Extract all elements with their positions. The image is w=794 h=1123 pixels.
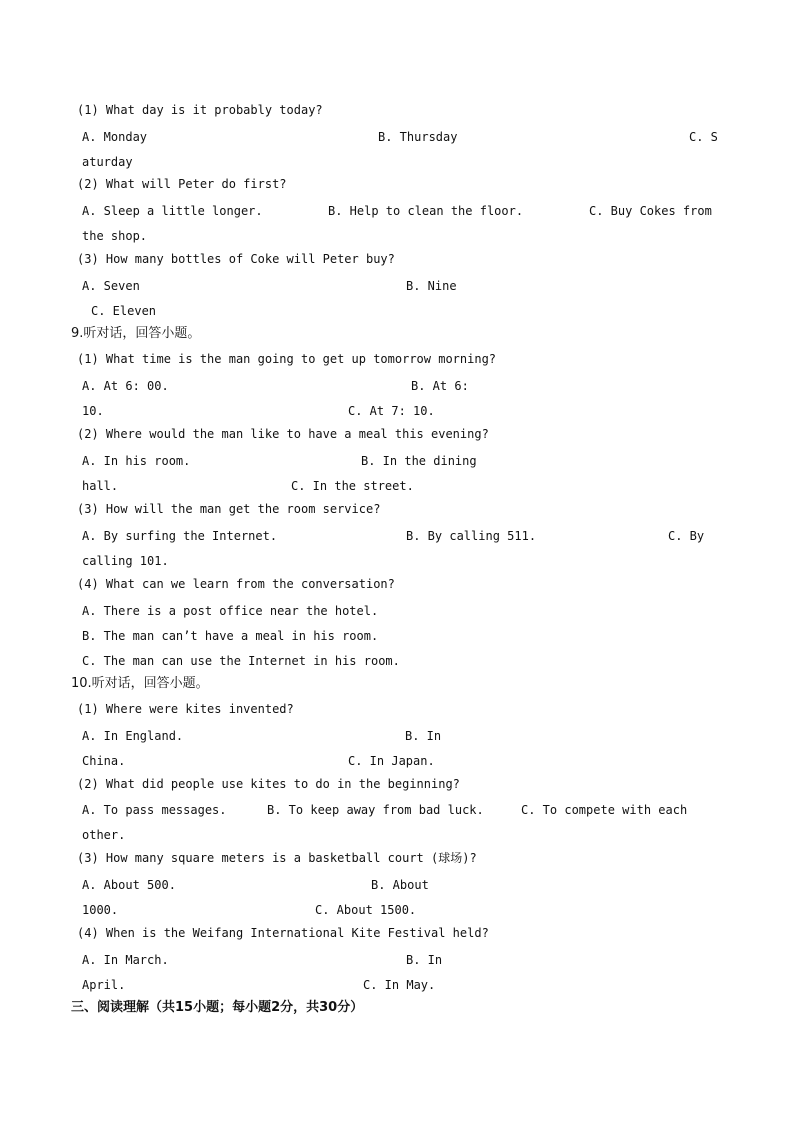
q8-sub3-option-c: C. Eleven [91, 304, 157, 318]
q9-sub1-option-b: B. At 6: [411, 379, 469, 393]
q9-sub1-option-b-wrap: 10. [82, 404, 104, 418]
q9-sub1-option-a: A. At 6: 00. [82, 379, 169, 393]
q9-sub3-option-c: C. By [668, 529, 705, 543]
q9-sub3-option-c-wrap: calling 101. [82, 554, 169, 568]
q9-sub2-option-b-wrap: hall. [82, 479, 119, 493]
q8-sub1-option-b: B. Thursday [378, 130, 458, 144]
q10-sub4-option-b-wrap: April. [82, 978, 126, 992]
q10-sub3-option-a: A. About 500. [82, 878, 176, 892]
q10-sub4-option-a: A. In March. [82, 953, 169, 967]
q9-sub4-option-b: B. The man can’t have a meal in his room. [82, 629, 379, 643]
q9-sub3-question: (3) How will the man get the room service? [77, 502, 381, 516]
q9-sub4-option-a: A. There is a post office near the hotel. [82, 604, 379, 618]
q9-sub4-question: (4) What can we learn from the conversation? [77, 577, 395, 591]
q9-sub2-option-b: B. In the dining [361, 454, 477, 468]
q10-sub4-option-b: B. In [406, 953, 443, 967]
q10-sub3-question: (3) How many square meters is a basketball court (球场)? [77, 851, 477, 865]
q9-sub2-option-c: C. In the street. [291, 479, 414, 493]
q8-sub1-option-a: A. Monday [82, 130, 148, 144]
q10-sub3-option-c: C. About 1500. [315, 903, 417, 917]
q9-sub3-option-b: B. By calling 511. [406, 529, 537, 543]
q10-sub2-option-a: A. To pass messages. [82, 803, 227, 817]
q9-heading: 9.听对话，回答小题。 [71, 326, 201, 341]
q10-sub2-option-c: C. To compete with each [521, 803, 688, 817]
q10-sub2-option-b: B. To keep away from bad luck. [267, 803, 484, 817]
q10-sub1-option-b-wrap: China. [82, 754, 126, 768]
q9-sub2-option-a: A. In his room. [82, 454, 191, 468]
q10-sub1-option-b: B. In [405, 729, 442, 743]
q9-sub3-option-a: A. By surfing the Internet. [82, 529, 278, 543]
section-3-heading: 三、阅读理解（共15小题；每小题2分，共30分） [71, 1000, 364, 1015]
q10-sub3-option-b: B. About [371, 878, 429, 892]
q9-sub1-question: (1) What time is the man going to get up tomorrow morning? [77, 352, 497, 366]
q9-sub4-option-c: C. The man can use the Internet in his room. [82, 654, 400, 668]
q10-sub1-option-c: C. In Japan. [348, 754, 435, 768]
q8-sub1-option-c-wrap: aturday [82, 155, 133, 169]
q8-sub3-option-a: A. Seven [82, 279, 140, 293]
q8-sub2-option-b: B. Help to clean the floor. [328, 204, 524, 218]
q8-sub2-option-c: C. Buy Cokes from [589, 204, 712, 218]
q10-sub3-option-b-wrap: 1000. [82, 903, 119, 917]
q8-sub2-question: (2) What will Peter do first? [77, 177, 287, 191]
q8-sub2-option-c-wrap: the shop. [82, 229, 148, 243]
q10-sub2-question: (2) What did people use kites to do in the beginning? [77, 777, 460, 791]
q8-sub3-option-b: B. Nine [406, 279, 457, 293]
q9-sub1-option-c: C. At 7: 10. [348, 404, 435, 418]
q8-sub3-question: (3) How many bottles of Coke will Peter buy? [77, 252, 395, 266]
q9-sub2-question: (2) Where would the man like to have a meal this evening? [77, 427, 489, 441]
q10-sub2-option-c-wrap: other. [82, 828, 126, 842]
q10-sub4-option-c: C. In May. [363, 978, 436, 992]
q8-sub2-option-a: A. Sleep a little longer. [82, 204, 263, 218]
q10-heading: 10.听对话，回答小题。 [71, 676, 209, 691]
q8-sub1-question: (1) What day is it probably today? [77, 103, 323, 117]
q10-sub1-question: (1) Where were kites invented? [77, 702, 294, 716]
q10-sub1-option-a: A. In England. [82, 729, 184, 743]
q8-sub1-option-c: C. S [689, 130, 718, 144]
q10-sub4-question: (4) When is the Weifang International Kite Festival held? [77, 926, 489, 940]
